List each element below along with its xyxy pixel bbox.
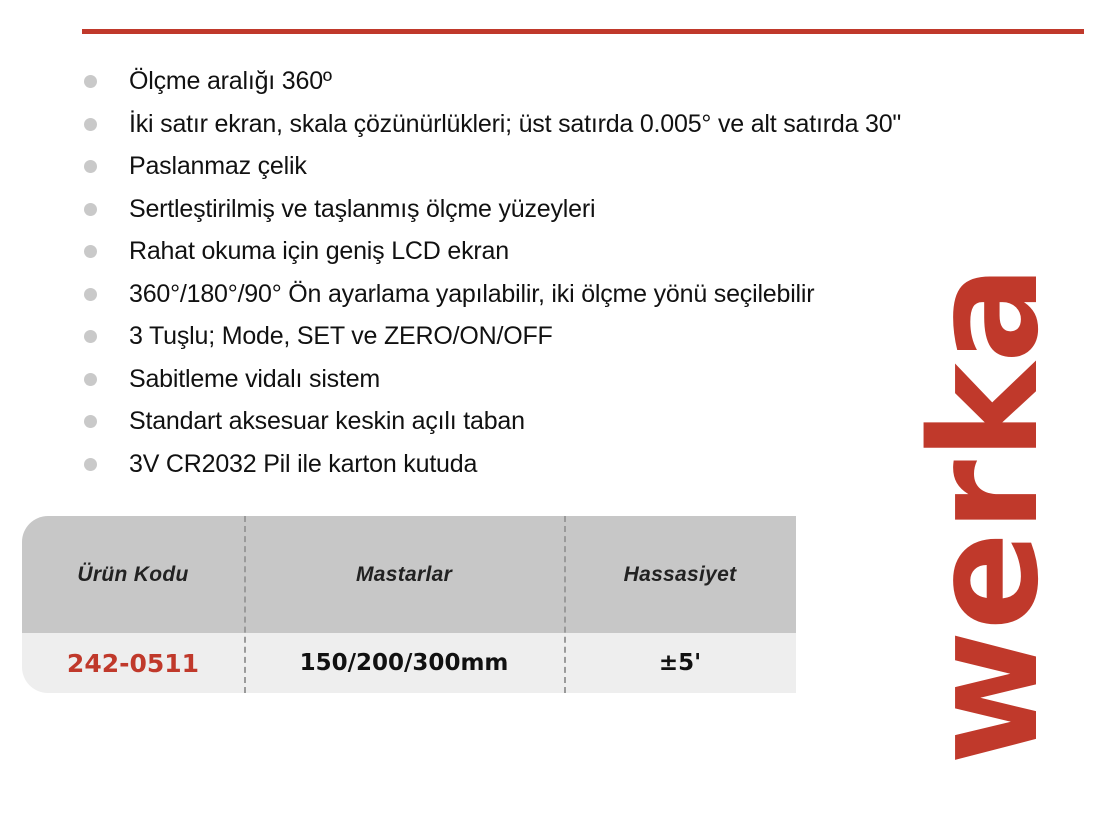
list-item <box>84 62 901 105</box>
table-header <box>22 516 796 633</box>
feature-text: 3V CR2032 Pil ile karton kutuda <box>129 449 478 478</box>
bullet-icon <box>84 203 97 216</box>
brand-logo <box>899 256 1071 767</box>
spec-table <box>22 516 796 693</box>
bullet-icon <box>84 160 97 173</box>
bullet-icon <box>84 118 97 131</box>
brand-logo-text: werka <box>899 256 1071 765</box>
bullet-icon <box>84 415 97 428</box>
table-cell <box>244 633 564 693</box>
feature-text: Rahat okuma için geniş LCD ekran <box>129 237 509 265</box>
product-code: 242-0511 <box>66 648 200 678</box>
list-item <box>84 360 901 403</box>
feature-text: İki satır ekran, skala çözünürlükleri; üst satırda 0.005° ve alt satırda 30" <box>129 109 902 138</box>
header-cell <box>564 516 796 633</box>
feature-text: Sertleştirilmiş ve taşlanmış ölçme yüzeyleri <box>129 194 596 223</box>
top-divider <box>82 29 1084 34</box>
list-item <box>84 190 901 233</box>
feature-text: Sabitleme vidalı sistem <box>129 364 381 393</box>
bullet-icon <box>84 373 97 386</box>
feature-text: 360°/180°/90° Ön ayarlama yapılabilir, iki ölçme yönü seçilebilir <box>129 279 815 308</box>
bullet-icon <box>84 288 97 301</box>
table-row <box>22 633 796 693</box>
column-divider <box>564 516 566 693</box>
list-item <box>84 402 901 445</box>
header-accuracy: Hassasiyet <box>623 562 737 586</box>
list-item <box>84 147 901 190</box>
list-item <box>84 275 901 318</box>
gauge-sizes: 150/200/300mm <box>299 650 509 676</box>
feature-list <box>84 62 901 487</box>
list-item <box>84 105 901 148</box>
header-product-code: Ürün Kodu <box>77 562 189 586</box>
accuracy-value: ±5' <box>658 650 702 676</box>
column-divider <box>244 516 246 693</box>
header-gauges: Mastarlar <box>355 562 453 586</box>
list-item <box>84 232 901 275</box>
table-cell <box>564 633 796 693</box>
feature-text: 3 Tuşlu; Mode, SET ve ZERO/ON/OFF <box>129 322 553 350</box>
list-item <box>84 445 901 488</box>
feature-text: Standart aksesuar keskin açılı taban <box>129 407 525 435</box>
bullet-icon <box>84 75 97 88</box>
bullet-icon <box>84 245 97 258</box>
feature-text: Ölçme aralığı 360º <box>129 67 332 95</box>
table-cell <box>22 633 244 693</box>
header-cell <box>22 516 244 633</box>
feature-text: Paslanmaz çelik <box>129 152 307 180</box>
bullet-icon <box>84 330 97 343</box>
list-item <box>84 317 901 360</box>
header-cell <box>244 516 564 633</box>
bullet-icon <box>84 458 97 471</box>
